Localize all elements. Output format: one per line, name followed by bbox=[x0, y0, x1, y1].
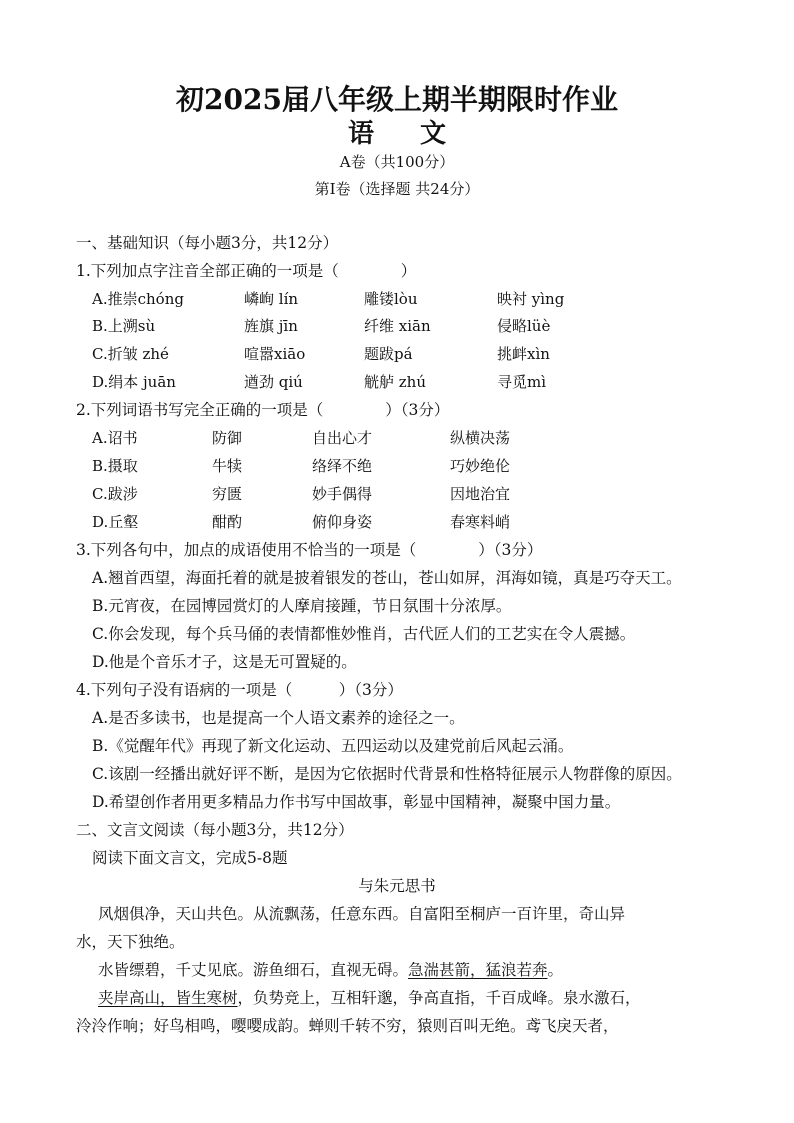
passage-p2-text-b: 。 bbox=[547, 961, 564, 979]
q2-option-c-1: C.跋涉 bbox=[92, 485, 138, 503]
q1-option-a-4: 映衬 yìng bbox=[497, 290, 565, 308]
passage-p2-text-a: 水皆缥碧，千丈见底。游鱼细石，直视无碍。 bbox=[98, 961, 409, 979]
q1-option-c-3: 题跋pá bbox=[364, 345, 413, 363]
passage-p2 bbox=[98, 960, 563, 980]
q2-option-b-3: 络绎不绝 bbox=[312, 457, 373, 475]
passage-p3-underlined: 夹岸高山，皆生寒树 bbox=[98, 989, 238, 1007]
q3-option-a: A.翘首西望，海面托着的就是披着银发的苍山，苍山如屏，洱海如镜，真是巧夺天工。 bbox=[92, 569, 682, 587]
section1-heading: 一、基础知识（每小题3分，共12分） bbox=[76, 234, 339, 252]
q1-option-c-2: 喧嚣xiāo bbox=[244, 345, 306, 363]
q4-option-d: D.希望创作者用更多精品力作书写中国故事，彰显中国精神，凝聚中国力量。 bbox=[92, 793, 621, 811]
q2-option-a-4: 纵横决荡 bbox=[450, 429, 511, 447]
passage-p2-underlined: 急湍甚箭，猛浪若奔 bbox=[408, 961, 548, 979]
section2-instruction: 阅读下面文言文，完成5-8题 bbox=[92, 849, 288, 867]
q3-option-d: D.他是个音乐才子，这是无可置疑的。 bbox=[92, 653, 357, 671]
q1-option-b-4: 侵略lüè bbox=[497, 317, 551, 335]
q1-option-a-1: A.推崇chóng bbox=[92, 290, 184, 308]
q3-stem: 3.下列各句中，加点的成语使用不恰当的一项是（ ）（3分） bbox=[76, 541, 543, 559]
part1-label: 第Ⅰ卷（选择题 共24分） bbox=[314, 180, 480, 198]
q1-option-b-1: B.上溯sù bbox=[92, 317, 156, 335]
passage-p3-line2: 泠泠作响；好鸟相鸣，嘤嘤成韵。蝉则千转不穷，猿则百叫无绝。鸢飞戾天者， bbox=[76, 1017, 619, 1035]
q4-option-a: A.是否多读书，也是提高一个人语文素养的途径之一。 bbox=[92, 709, 465, 727]
q4-option-c: C.该剧一经播出就好评不断，是因为它依据时代背景和性格特征展示人物群像的原因。 bbox=[92, 765, 682, 783]
q2-stem: 2.下列词语书写完全正确的一项是（ ）（3分） bbox=[76, 401, 450, 419]
q2-option-c-4: 因地治宜 bbox=[450, 485, 511, 503]
section2-heading: 二、文言文阅读（每小题3分，共12分） bbox=[76, 821, 354, 839]
q2-option-a-1: A.诏书 bbox=[92, 429, 138, 447]
q1-option-a-2: 嶙峋 lín bbox=[244, 290, 299, 308]
passage-title: 与朱元思书 bbox=[358, 877, 436, 895]
q3-option-c: C.你会发现，每个兵马俑的表情都惟妙惟肖，古代匠人们的工艺实在令人震撼。 bbox=[92, 625, 636, 643]
q2-option-b-4: 巧妙绝伦 bbox=[450, 457, 511, 475]
q1-stem: 1.下列加点字注音全部正确的一项是（ ） bbox=[76, 262, 417, 280]
q1-option-d-3: 觥舻 zhú bbox=[364, 373, 426, 391]
passage-p3-text-a: ，负势竞上，互相轩邈，争高直指，千百成峰。泉水激石， bbox=[237, 989, 641, 1007]
q2-option-d-3: 俯仰身姿 bbox=[312, 513, 373, 531]
q1-option-b-2: 旌旗 jīn bbox=[244, 317, 298, 335]
q3-option-b: B.元宵夜，在园博园赏灯的人摩肩接踵，节日氛围十分浓厚。 bbox=[92, 597, 512, 615]
passage-p1-line2: 水，天下独绝。 bbox=[76, 933, 185, 951]
q2-option-a-3: 自出心才 bbox=[312, 429, 373, 447]
subject-char-2: 文 bbox=[420, 119, 447, 149]
q4-option-b: B.《觉醒年代》再现了新文化运动、五四运动以及建党前后风起云涌。 bbox=[92, 737, 574, 755]
passage-p3-line1 bbox=[98, 988, 641, 1008]
q2-option-d-2: 酣酌 bbox=[212, 513, 243, 531]
q2-option-a-2: 防御 bbox=[212, 429, 243, 447]
q1-option-d-4: 寻觅mì bbox=[497, 373, 547, 391]
q1-option-c-1: C.折皱 zhé bbox=[92, 345, 169, 363]
subject-char-1: 语 bbox=[347, 119, 374, 149]
q1-option-d-1: D.绢本 juān bbox=[92, 373, 176, 391]
paper-a-label: A卷（共100分） bbox=[339, 153, 455, 171]
exam-title: 初2025届八年级上期半期限时作业 bbox=[176, 83, 618, 116]
q2-option-d-4: 春寒料峭 bbox=[450, 513, 511, 531]
q2-option-b-2: 牛犊 bbox=[212, 457, 243, 475]
subject-heading bbox=[0, 113, 794, 150]
q1-option-c-4: 挑衅xìn bbox=[497, 345, 550, 363]
q2-option-c-2: 穷匮 bbox=[212, 485, 243, 503]
passage-p1-line1: 风烟俱净，天山共色。从流飘荡，任意东西。自富阳至桐庐一百许里，奇山异 bbox=[98, 905, 626, 923]
q1-option-d-2: 遒劲 qiú bbox=[244, 373, 303, 391]
q4-stem: 4.下列句子没有语病的一项是（ ）（3分） bbox=[76, 681, 403, 699]
q2-option-d-1: D.丘壑 bbox=[92, 513, 139, 531]
q1-option-a-3: 雕镂lòu bbox=[364, 290, 418, 308]
q2-option-c-3: 妙手偶得 bbox=[312, 485, 373, 503]
q2-option-b-1: B.摄取 bbox=[92, 457, 138, 475]
q1-option-b-3: 纤维 xiān bbox=[364, 317, 431, 335]
